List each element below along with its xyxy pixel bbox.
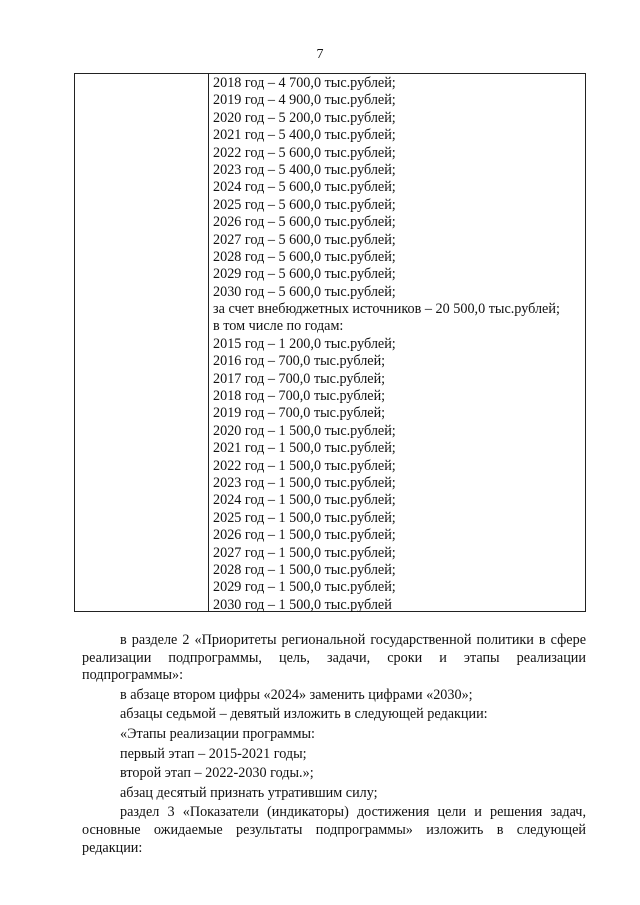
table-line: 2025 год – 1 500,0 тыс.рублей; [213, 509, 396, 526]
table-line: за счет внебюджетных источников – 20 500,0 тыс.рублей; [213, 301, 560, 318]
table-line: 2019 год – 700,0 тыс.рублей; [213, 405, 386, 422]
table-line: 2024 год – 5 600,0 тыс.рублей; [213, 179, 396, 196]
paragraph-section-3: раздел 3 «Показатели (индикаторы) достижения цели и решения задач, основные ожидаемые результаты подпрограммы» изложить в следующей редакции: [82, 804, 586, 856]
page-number: 7 [316, 47, 324, 62]
table-line: 2026 год – 1 500,0 тыс.рублей; [213, 527, 396, 544]
table-right-column [209, 74, 585, 611]
table-left-column [75, 74, 209, 611]
paragraph-stage-two: второй этап – 2022-2030 годы.»; [120, 765, 314, 782]
table-line: 2017 год – 700,0 тыс.рублей; [213, 370, 386, 387]
table-line: 2021 год – 1 500,0 тыс.рублей; [213, 440, 396, 457]
table-line: 2028 год – 1 500,0 тыс.рублей; [213, 561, 396, 578]
table-line: 2024 год – 1 500,0 тыс.рублей; [213, 492, 396, 509]
table-line: 2018 год – 4 700,0 тыс.рублей; [213, 75, 396, 91]
table-line: 2019 год – 4 900,0 тыс.рублей; [213, 92, 396, 109]
body-text [82, 632, 586, 857]
table-line: 2020 год – 5 200,0 тыс.рублей; [213, 109, 396, 126]
funding-table [74, 73, 586, 612]
paragraph-section-2: в разделе 2 «Приоритеты региональной государственной политики в сфере реализации подпрограммы, цель, задачи, сроки и этапы реализации подпрограммы»: [82, 632, 586, 684]
table-line: 2030 год – 1 500,0 тыс.рублей [213, 596, 392, 613]
table-line: 2029 год – 1 500,0 тыс.рублей; [213, 579, 396, 596]
table-line: 2027 год – 1 500,0 тыс.рублей; [213, 544, 396, 561]
table-line: 2022 год – 1 500,0 тыс.рублей; [213, 457, 396, 474]
table-line: 2028 год – 5 600,0 тыс.рублей; [213, 248, 396, 265]
table-line: 2016 год – 700,0 тыс.рублей; [213, 353, 386, 370]
table-line: 2029 год – 5 600,0 тыс.рублей; [213, 266, 396, 283]
table-line: 2027 год – 5 600,0 тыс.рублей; [213, 231, 396, 248]
paragraph-stage-one: первый этап – 2015-2021 годы; [120, 745, 307, 762]
table-line: 2015 год – 1 200,0 тыс.рублей; [213, 335, 396, 352]
table-line: в том числе по годам: [213, 318, 344, 335]
table-line: 2021 год – 5 400,0 тыс.рублей; [213, 127, 396, 144]
paragraph-restate: абзацы седьмой – девятый изложить в следующей редакции: [120, 706, 488, 723]
table-line: 2025 год – 5 600,0 тыс.рублей; [213, 196, 396, 213]
table-line: 2023 год – 5 400,0 тыс.рублей; [213, 161, 396, 178]
table-line: 2020 год – 1 500,0 тыс.рублей; [213, 422, 396, 439]
table-line: 2018 год – 700,0 тыс.рублей; [213, 388, 386, 405]
table-line: 2023 год – 1 500,0 тыс.рублей; [213, 474, 396, 491]
paragraph-stages-heading: «Этапы реализации программы: [120, 725, 315, 742]
table-line: 2022 год – 5 600,0 тыс.рублей; [213, 144, 396, 161]
table-line: 2030 год – 5 600,0 тыс.рублей; [213, 283, 396, 300]
paragraph-replace-digits: в абзаце втором цифры «2024» заменить цифрами «2030»; [120, 686, 473, 703]
paragraph-void: абзац десятый признать утратившим силу; [120, 784, 378, 801]
table-line: 2026 год – 5 600,0 тыс.рублей; [213, 214, 396, 231]
